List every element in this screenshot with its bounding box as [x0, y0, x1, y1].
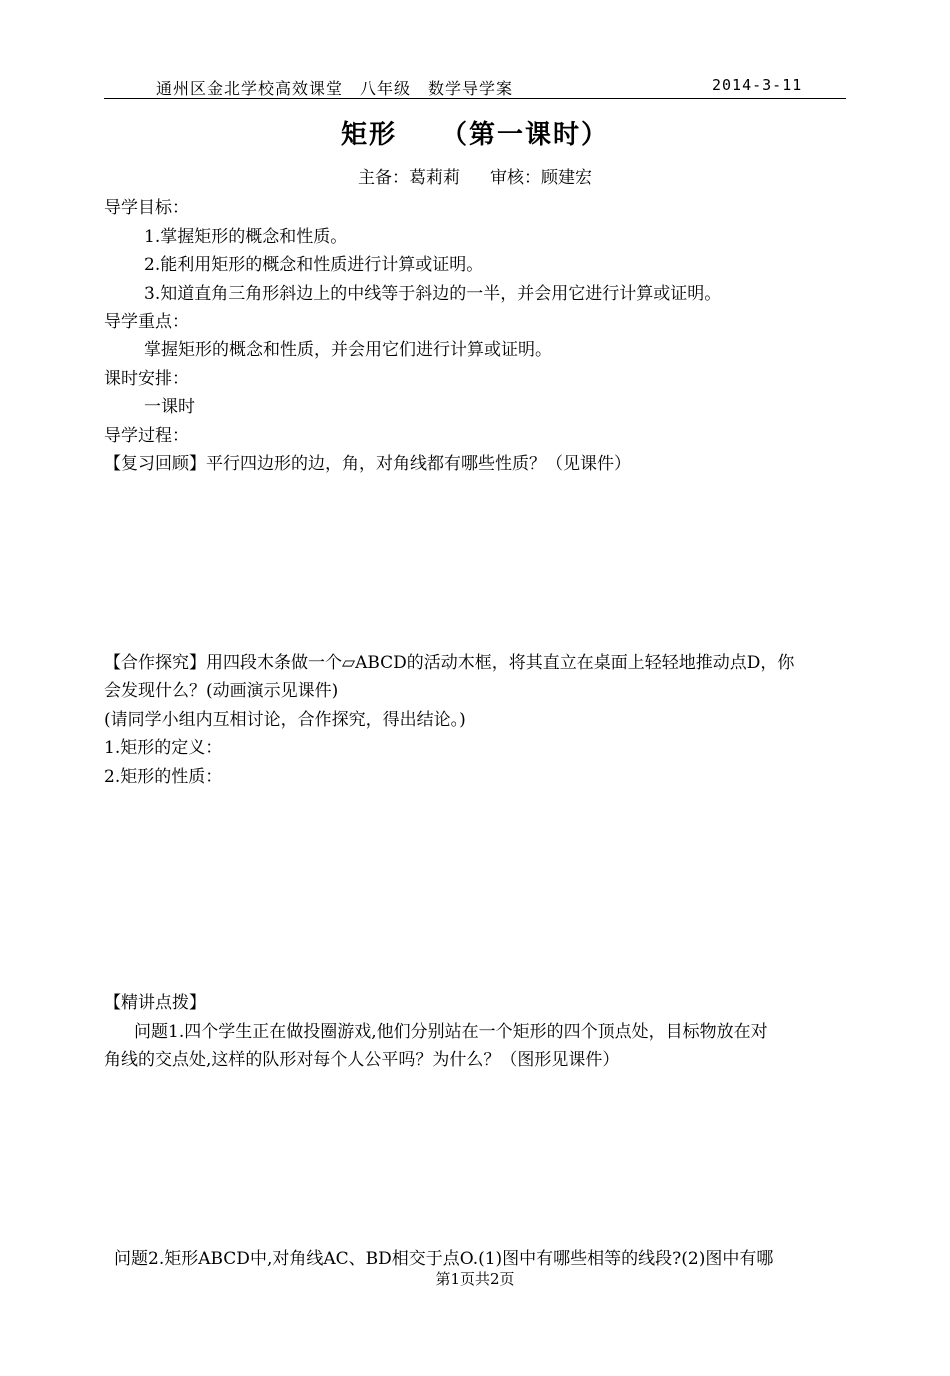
schedule-text: 一课时	[144, 397, 195, 417]
focus-text: 掌握矩形的概念和性质，并会用它们进行计算或证明。	[144, 340, 552, 360]
authors-line	[0, 163, 950, 188]
focus-label: 导学重点：	[104, 312, 189, 332]
goal-item-3: 3.知道直角三角形斜边上的中线等于斜边的一半，并会用它进行计算或证明。	[144, 284, 722, 304]
review-section: 【复习回顾】平行四边形的边，角，对角线都有哪些性质？（见课件）	[104, 454, 631, 474]
goals-label: 导学目标：	[104, 198, 189, 218]
preparer: 主备：葛莉莉	[358, 168, 460, 188]
schedule-label: 课时安排：	[104, 369, 189, 389]
lecture-label: 【精讲点拨】	[104, 993, 206, 1013]
page-title	[0, 114, 950, 151]
question-1-line-2: 角线的交点处,这样的队形对每个人公平吗？为什么？（图形见课件）	[104, 1050, 620, 1070]
page-footer: 第1页共2页	[435, 1270, 515, 1288]
explore-line-3: (请同学小组内互相讨论，合作探究，得出结论。)	[104, 710, 466, 730]
process-label: 导学过程：	[104, 426, 189, 446]
title-sub: （第一课时）	[441, 120, 610, 150]
explore-line-1: 【合作探究】用四段木条做一个▱ABCD的活动木框，将其直立在桌面上轻轻地推动点D，你	[104, 653, 795, 673]
question-1-line-1: 问题1.四个学生正在做投圈游戏,他们分别站在一个矩形的四个顶点处，目标物放在对	[134, 1022, 768, 1042]
header-school: 通州区金北学校高效课堂 八年级 数学导学案	[156, 79, 514, 98]
header-date: 2014-3-11	[712, 76, 803, 94]
explore-line-2: 会发现什么？(动画演示见课件)	[104, 681, 339, 701]
goal-item-1: 1.掌握矩形的概念和性质。	[144, 227, 348, 247]
rectangle-property: 2.矩形的性质：	[104, 767, 223, 787]
page-header	[104, 76, 846, 99]
goal-item-2: 2.能利用矩形的概念和性质进行计算或证明。	[144, 255, 484, 275]
title-main: 矩形	[340, 120, 397, 150]
reviewer: 审核：顾建宏	[490, 168, 592, 188]
rectangle-definition: 1.矩形的定义：	[104, 738, 223, 758]
question-2-line-1: 问题2.矩形ABCD中,对角线AC、BD相交于点O.(1)图中有哪些相等的线段?(2)图中有哪	[114, 1249, 774, 1269]
